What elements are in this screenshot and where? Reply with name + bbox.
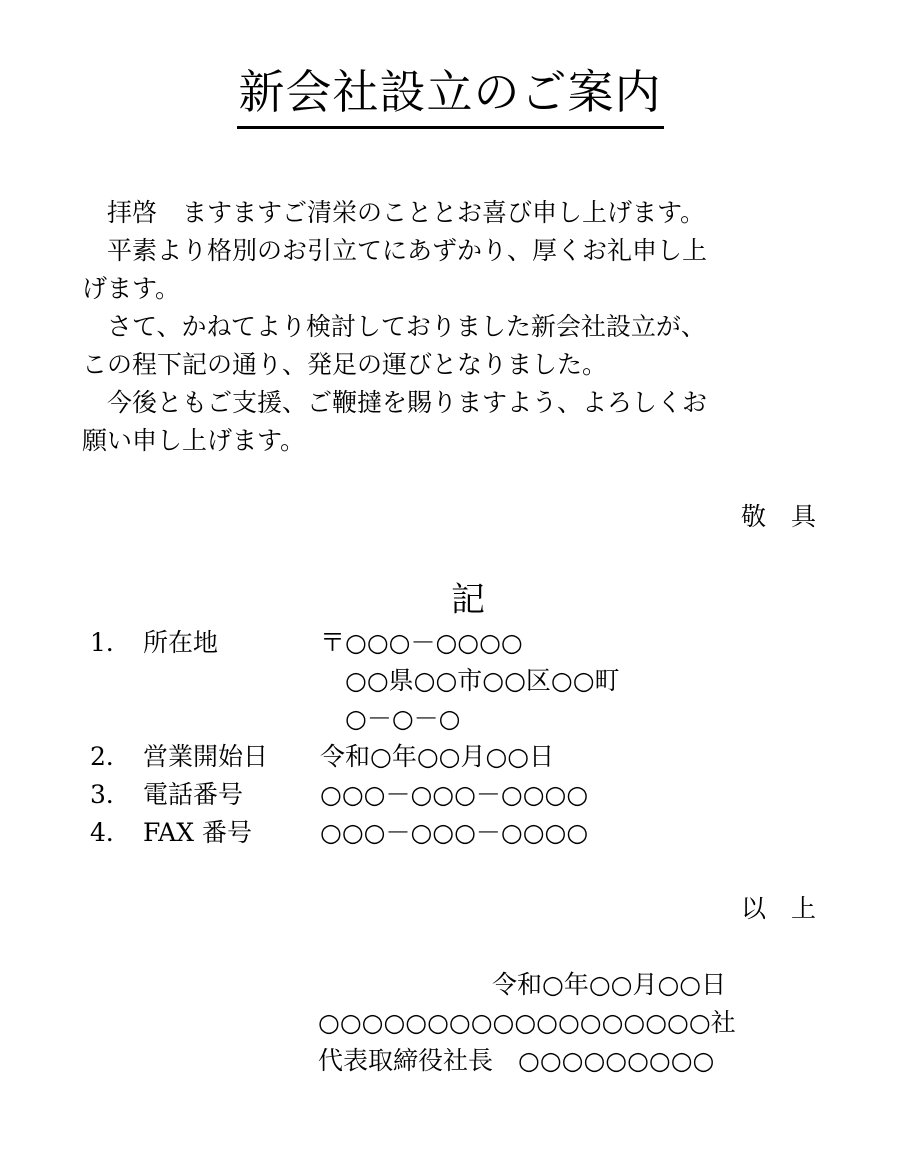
item-3-label: 電話番号 xyxy=(143,780,244,809)
footer-date: 令和○年○○月○○日 xyxy=(492,970,727,999)
item-2-value: 令和○年○○月○○日 xyxy=(320,742,555,771)
item-1-value-2: ○○県○○市○○区○○町 xyxy=(320,666,620,695)
ki-heading: 記 xyxy=(451,580,485,620)
closing-ijou: 以 上 xyxy=(740,894,816,923)
item-1-label: 所在地 xyxy=(143,628,219,657)
body-line-6: 今後ともご支援、ご鞭撻を賜りますよう、よろしくお xyxy=(82,388,708,417)
closing-keigu: 敬 具 xyxy=(740,502,816,531)
body-line-4: さて、かねてより検討しておりました新会社設立が、 xyxy=(82,312,706,341)
body-line-7: 願い申し上げます。 xyxy=(82,426,306,455)
footer-company: ○○○○○○○○○○○○○○○○○○社 xyxy=(318,1008,736,1037)
item-2-number: 2． xyxy=(90,742,131,771)
item-4-value: ○○○－○○○－○○○○ xyxy=(320,818,589,847)
item-1-number: 1． xyxy=(90,628,131,657)
body-line-2: 平素より格別のお引立てにあずかり、厚くお礼申し上 xyxy=(82,236,708,265)
item-1-value-3: ○－○－○ xyxy=(320,704,461,733)
item-3-value: ○○○－○○○－○○○○ xyxy=(320,780,589,809)
item-2-label: 営業開始日 xyxy=(143,742,269,771)
footer-representative: 代表取締役社長 ○○○○○○○○○ xyxy=(318,1046,715,1075)
item-1-value-1: 〒○○○－○○○○ xyxy=(320,628,523,657)
item-4-label: FAX 番号 xyxy=(143,818,252,847)
document-title xyxy=(0,60,900,129)
body-line-5: この程下記の通り、発足の運びとなりました。 xyxy=(82,350,608,379)
item-3-number: 3． xyxy=(90,780,131,809)
item-4-number: 4． xyxy=(90,818,131,847)
document-title-text: 新会社設立のご案内 xyxy=(237,60,664,129)
body-line-3: げます。 xyxy=(82,274,181,303)
body-line-1: 拝啓 ますますご清栄のこととお喜び申し上げます。 xyxy=(82,198,706,227)
